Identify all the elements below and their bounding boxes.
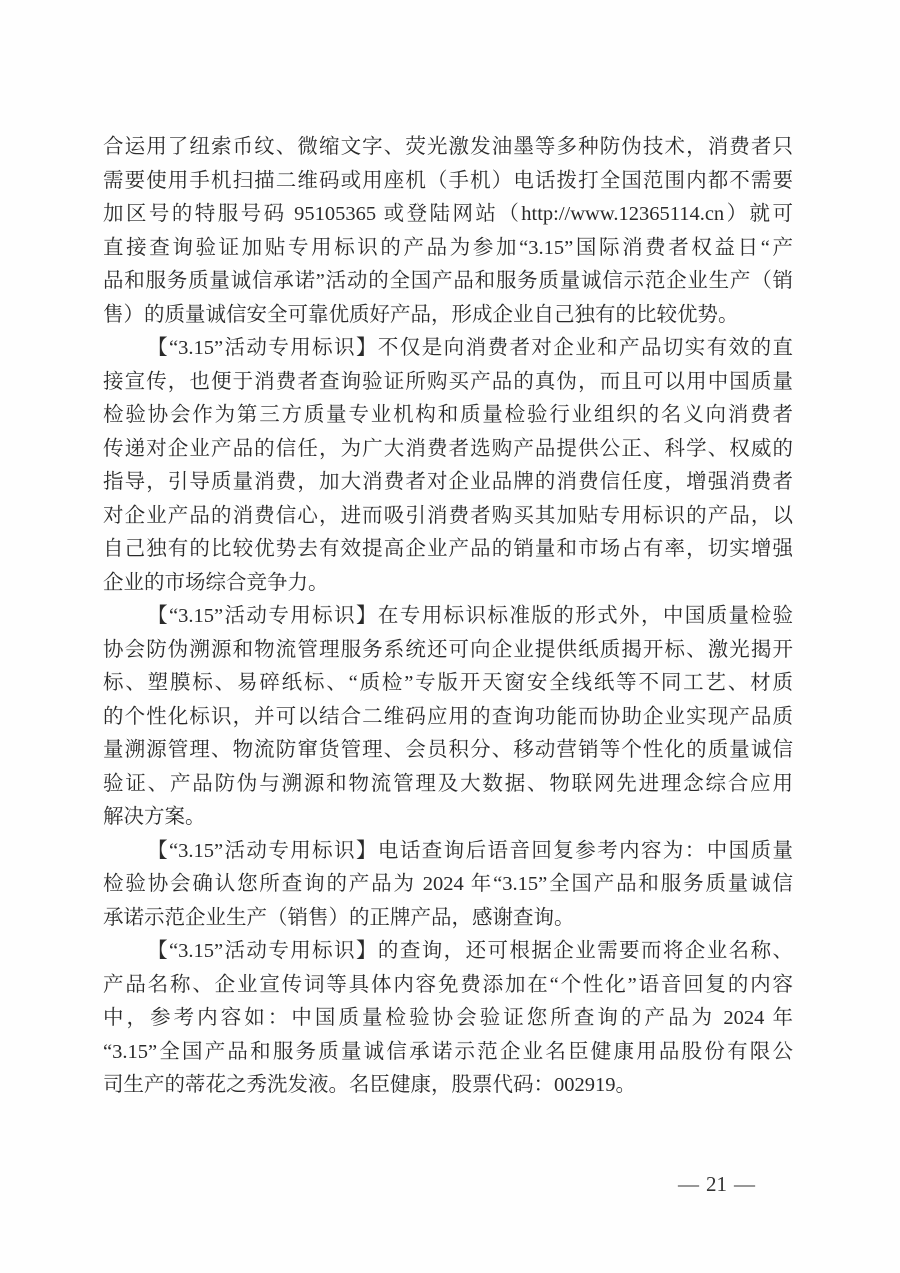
footer-dash-left: — [678,1172,699,1196]
document-body [103,131,793,1103]
text-line: 解决方案。 [103,806,206,828]
text-line: 验证、产品防伪与溯源和物流管理及大数据、物联网先进理念综合应用 [103,772,793,795]
text-line: 检验协会作为第三方质量专业机构和质量检验行业组织的名义向消费者 [103,404,793,426]
text-line: 标、塑膜标、易碎纸标、“质检”专版开天窗安全线纸等不同工艺、材质 [103,672,793,694]
paragraph [103,332,793,600]
text-line: 的个性化标识，并可以结合二维码应用的查询功能而协助企业实现产品质 [103,705,793,728]
text-line: 中，参考内容如：中国质量检验协会验证您所查询的产品为 2024 年 [103,1007,793,1029]
text-line: 企业的市场综合竞争力。 [103,571,329,594]
text-line: 对企业产品的消费信心，进而吸引消费者购买其加贴专用标识的产品，以 [103,504,793,527]
paragraph [103,600,793,835]
page-number: 21 [706,1172,727,1196]
paragraph [103,835,793,936]
paragraph [103,935,793,1103]
text-line: 合运用了纽索币纹、微缩文字、荧光激发油墨等多种防伪技术，消费者只 [103,136,793,158]
text-line: 需要使用手机扫描二维码或用座机（手机）电话拨打全国范围内都不需要 [103,169,793,192]
text-line: 司生产的蒂花之秀洗发液。名臣健康，股票代码：002919。 [103,1074,636,1096]
text-line: 指导，引导质量消费，加大消费者对企业品牌的消费信任度，增强消费者 [103,471,793,493]
text-line: 传递对企业产品的信任，为广大消费者选购产品提供公正、科学、权威的 [103,437,793,460]
text-line: 直接查询验证加贴专用标识的产品为参加“3.15”国际消费者权益日“产 [103,236,793,259]
text-line: 协会防伪溯源和物流管理服务系统还可向企业提供纸质揭开标、激光揭开 [103,638,793,661]
text-line: 产品名称、企业宣传词等具体内容免费添加在“个性化”语音回复的内容 [103,973,793,996]
footer-dash-right: — [734,1172,755,1196]
text-line: 检验协会确认您所查询的产品为 2024 年“3.15”全国产品和服务质量诚信 [103,873,793,895]
text-line: 售）的质量诚信安全可靠优质好产品，形成企业自己独有的比较优势。 [103,303,739,326]
text-line: 【“3.15”活动专用标识】电话查询后语音回复参考内容为：中国质量 [147,839,793,862]
text-line: 品和服务质量诚信承诺”活动的全国产品和服务质量诚信示范企业生产（销 [103,270,793,292]
text-line: “3.15”全国产品和服务质量诚信承诺示范企业名臣健康用品股份有限公 [103,1040,793,1063]
text-line: 量溯源管理、物流防窜货管理、会员积分、移动营销等个性化的质量诚信 [103,739,793,761]
text-line: 加区号的特服号码 95105365 或登陆网站（http://www.12365114.cn）就可 [103,203,793,225]
text-line: 【“3.15”活动专用标识】不仅是向消费者对企业和产品切实有效的直 [147,337,793,359]
paragraph [103,131,793,332]
page-footer [678,1171,755,1197]
text-line: 接宣传，也便于消费者查询验证所购买产品的真伪，而且可以用中国质量 [103,370,793,393]
text-line: 承诺示范企业生产（销售）的正牌产品，感谢查询。 [103,906,575,929]
text-line: 自己独有的比较优势去有效提高企业产品的销量和市场占有率，切实增强 [103,538,793,560]
text-line: 【“3.15”活动专用标识】在专用标识标准版的形式外，中国质量检验 [147,605,793,627]
text-line: 【“3.15”活动专用标识】的查询，还可根据企业需要而将企业名称、 [147,940,793,962]
